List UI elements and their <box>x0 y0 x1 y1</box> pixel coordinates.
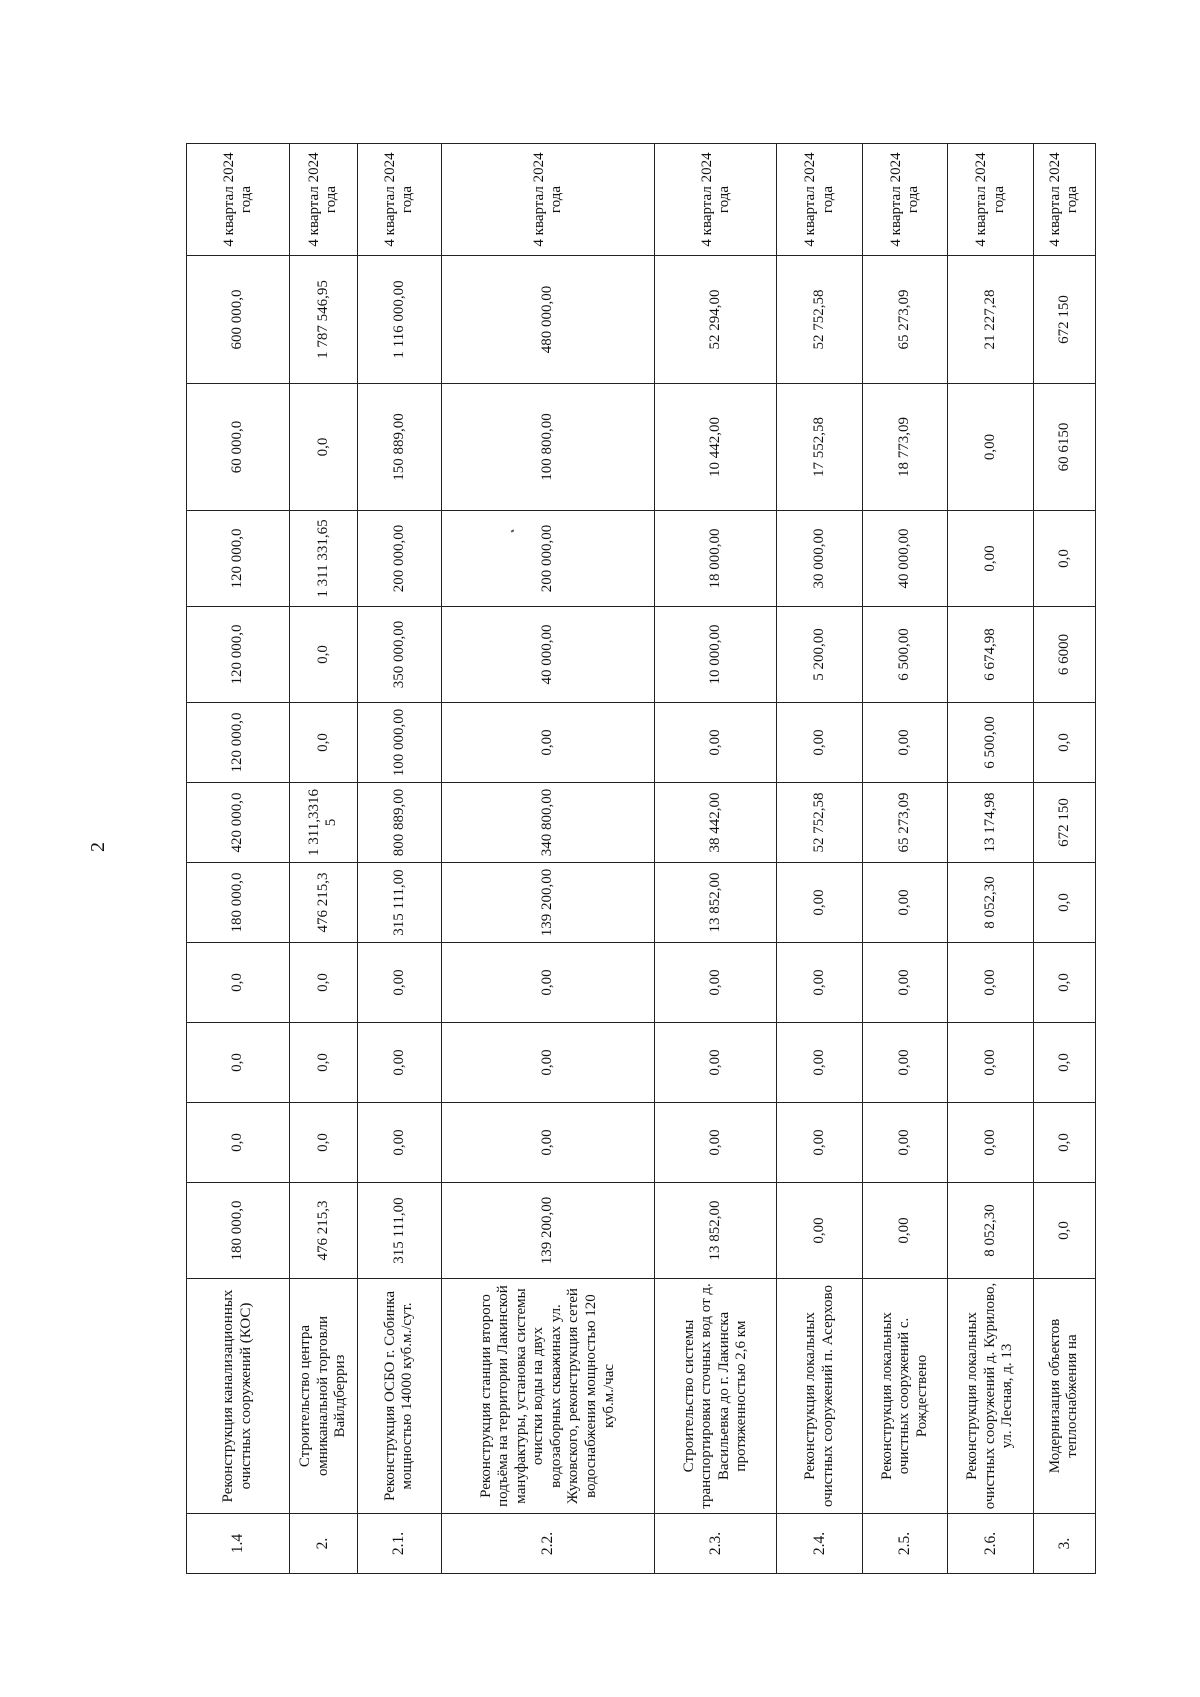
page-number: 2 <box>87 842 109 852</box>
completion-period: 4 квартал 2024 года <box>441 144 655 256</box>
amount-cell: 0,00 <box>777 943 863 1023</box>
amount-cell: 350 000,00 <box>358 607 441 703</box>
completion-period: 4 квартал 2024 года <box>187 144 290 256</box>
row-number: 2.5. <box>862 1514 948 1574</box>
amount-cell: 0,00 <box>777 863 863 943</box>
completion-period: 4 квартал 2024 года <box>655 144 777 256</box>
project-name: Реконструкция станции второго подъёма на территории Лакинской мануфактуры, установка системы очистки воды на двух водозаборных скважинах ул. Жуковского, реконструкция сетей водоснабжения мощностью 120 куб.м./час <box>441 1279 655 1514</box>
amount-cell: 0,00 <box>948 1103 1034 1183</box>
completion-period: 4 квартал 2024 года <box>948 144 1034 256</box>
amount-cell: 1 311,3316 5 <box>289 783 357 863</box>
amount-cell: 65 273,09 <box>862 783 948 863</box>
amount-cell: 1 311 331,65 <box>289 511 357 607</box>
amount-cell: 340 800,00 <box>441 783 655 863</box>
table-row <box>948 144 1034 1574</box>
amount-cell: 120 000,0 <box>187 511 290 607</box>
amount-cell: 0,0 <box>289 1023 357 1103</box>
completion-period: 4 квартал 2024 года <box>862 144 948 256</box>
amount-cell: 0,00 <box>441 1023 655 1103</box>
amount-cell: 0,00 <box>655 703 777 783</box>
amount-cell: 13 174,98 <box>948 783 1034 863</box>
table-row <box>862 144 948 1574</box>
row-number: 2.4. <box>777 1514 863 1574</box>
amount-cell: 0,00 <box>862 1183 948 1279</box>
amount-cell: 60 6150 <box>1033 384 1095 511</box>
amount-cell: 5 200,00 <box>777 607 863 703</box>
amount-cell: 315 111,00 <box>358 1183 441 1279</box>
project-name: Реконструкция локальных очистных сооружений д. Курилово, ул. Лесная, д. 13 <box>948 1279 1034 1514</box>
row-number: 2.6. <box>948 1514 1034 1574</box>
amount-cell: 8 052,30 <box>948 863 1034 943</box>
amount-cell: 0,00 <box>777 703 863 783</box>
investment-table <box>186 143 1096 1574</box>
amount-cell: 52 294,00 <box>655 256 777 384</box>
amount-cell: 600 000,0 <box>187 256 290 384</box>
amount-cell: 52 752,58 <box>777 783 863 863</box>
amount-cell: 60 000,0 <box>187 384 290 511</box>
project-name: Реконструкция ОСБО г. Собинка мощностью 14000 куб.м./сут. <box>358 1279 441 1514</box>
amount-cell: 672 150 <box>1033 783 1095 863</box>
amount-cell: 6 6000 <box>1033 607 1095 703</box>
amount-cell: 18 000,00 <box>655 511 777 607</box>
amount-cell: 0,0 <box>289 384 357 511</box>
table-row <box>289 144 357 1574</box>
table-body <box>187 144 1096 1574</box>
table-row <box>1033 144 1095 1574</box>
amount-cell: 0,00 <box>862 1103 948 1183</box>
amount-cell: 0,0 <box>1033 863 1095 943</box>
amount-cell: 0,0 <box>187 943 290 1023</box>
amount-cell: 0,00 <box>948 511 1034 607</box>
amount-cell: 17 552,58 <box>777 384 863 511</box>
amount-cell: 0,00 <box>948 384 1034 511</box>
project-name: Реконструкция локальных очистных сооружений с. Рождествено <box>862 1279 948 1514</box>
amount-cell: 1 116 000,00 <box>358 256 441 384</box>
amount-cell: 672 150 <box>1033 256 1095 384</box>
amount-cell: 0,00 <box>948 1023 1034 1103</box>
row-number: 1.4 <box>187 1514 290 1574</box>
table-row <box>655 144 777 1574</box>
project-name: Модернизация объектов теплоснабжения на <box>1033 1279 1095 1514</box>
amount-cell: 200 000,00 <box>358 511 441 607</box>
table-row <box>441 144 655 1574</box>
amount-cell: 0,00 <box>948 943 1034 1023</box>
row-number: 2.2. <box>441 1514 655 1574</box>
amount-cell: 139 200,00 <box>441 863 655 943</box>
table-row <box>187 144 290 1574</box>
amount-cell: 180 000,0 <box>187 1183 290 1279</box>
amount-cell: 0,00 <box>777 1103 863 1183</box>
amount-cell: 120 000,0 <box>187 703 290 783</box>
amount-cell: 18 773,09 <box>862 384 948 511</box>
amount-cell: 0,00 <box>862 1023 948 1103</box>
amount-cell: 0,0 <box>187 1103 290 1183</box>
amount-cell: 476 215,3 <box>289 863 357 943</box>
completion-period: 4 квартал 2024 года <box>358 144 441 256</box>
amount-cell: 315 111,00 <box>358 863 441 943</box>
amount-cell: 52 752,58 <box>777 256 863 384</box>
amount-cell: 100 800,00 <box>441 384 655 511</box>
completion-period: 4 квартал 2024 года <box>289 144 357 256</box>
amount-cell: 0,0 <box>1033 511 1095 607</box>
amount-cell: 0,00 <box>358 1023 441 1103</box>
amount-cell: 100 000,00 <box>358 703 441 783</box>
amount-cell: 476 215,3 <box>289 1183 357 1279</box>
amount-cell: 180 000,0 <box>187 863 290 943</box>
row-number: 3. <box>1033 1514 1095 1574</box>
amount-cell: 0,00 <box>655 1023 777 1103</box>
amount-cell: 0,0 <box>289 943 357 1023</box>
amount-cell: 40 000,00 <box>862 511 948 607</box>
amount-cell: 13 852,00 <box>655 1183 777 1279</box>
row-number: 2.1. <box>358 1514 441 1574</box>
amount-cell: 0,00 <box>777 1183 863 1279</box>
amount-cell: 139 200,00 <box>441 1183 655 1279</box>
row-number: 2.3. <box>655 1514 777 1574</box>
amount-cell: 0,0 <box>1033 1183 1095 1279</box>
amount-cell: 0,00 <box>862 703 948 783</box>
amount-cell: 65 273,09 <box>862 256 948 384</box>
project-name: Реконструкция локальных очистных сооружений п. Асерхово <box>777 1279 863 1514</box>
amount-cell: 10 442,00 <box>655 384 777 511</box>
amount-cell: 0,0 <box>1033 1023 1095 1103</box>
amount-cell: 120 000,0 <box>187 607 290 703</box>
amount-cell: 8 052,30 <box>948 1183 1034 1279</box>
amount-cell: 0,00 <box>777 1023 863 1103</box>
amount-cell: 21 227,28 <box>948 256 1034 384</box>
amount-cell: 0,00 <box>655 943 777 1023</box>
amount-cell: 0,00 <box>441 703 655 783</box>
amount-cell: 0,0 <box>289 703 357 783</box>
amount-cell: 0,00 <box>655 1103 777 1183</box>
row-number: 2. <box>289 1514 357 1574</box>
amount-cell: 0,0 <box>289 1103 357 1183</box>
amount-cell: 0,0 <box>187 1023 290 1103</box>
rotated-table-container <box>186 144 1096 1574</box>
amount-cell: 480 000,00 <box>441 256 655 384</box>
project-name: Строительство центра омниканальной торговли Вайлдберриз <box>289 1279 357 1514</box>
amount-cell: 30 000,00 <box>777 511 863 607</box>
amount-cell: 0,00 <box>862 943 948 1023</box>
amount-cell: 200 000,00 <box>441 511 655 607</box>
table-row <box>777 144 863 1574</box>
completion-period: 4 квартал 2024 года <box>1033 144 1095 256</box>
project-name: Строительство системы транспортировки сточных вод от д. Васильевка до г. Лакинска протяженностью 2,6 км <box>655 1279 777 1514</box>
amount-cell: 40 000,00 <box>441 607 655 703</box>
amount-cell: 6 500,00 <box>948 703 1034 783</box>
amount-cell: 0,00 <box>441 943 655 1023</box>
project-name: Реконструкция канализационных очистных сооружений (КОС) <box>187 1279 290 1514</box>
amount-cell: 0,0 <box>1033 1103 1095 1183</box>
amount-cell: 800 889,00 <box>358 783 441 863</box>
amount-cell: 0,00 <box>441 1103 655 1183</box>
amount-cell: 0,00 <box>358 1103 441 1183</box>
amount-cell: 0,0 <box>1033 703 1095 783</box>
amount-cell: 10 000,00 <box>655 607 777 703</box>
table-row <box>358 144 441 1574</box>
amount-cell: 0,00 <box>358 943 441 1023</box>
amount-cell: 38 442,00 <box>655 783 777 863</box>
amount-cell: 13 852,00 <box>655 863 777 943</box>
amount-cell: 0,0 <box>1033 943 1095 1023</box>
amount-cell: 0,00 <box>862 863 948 943</box>
amount-cell: 6 500,00 <box>862 607 948 703</box>
amount-cell: 1 787 546,95 <box>289 256 357 384</box>
amount-cell: 6 674,98 <box>948 607 1034 703</box>
completion-period: 4 квартал 2024 года <box>777 144 863 256</box>
amount-cell: 0,0 <box>289 607 357 703</box>
amount-cell: 150 889,00 <box>358 384 441 511</box>
amount-cell: 420 000,0 <box>187 783 290 863</box>
